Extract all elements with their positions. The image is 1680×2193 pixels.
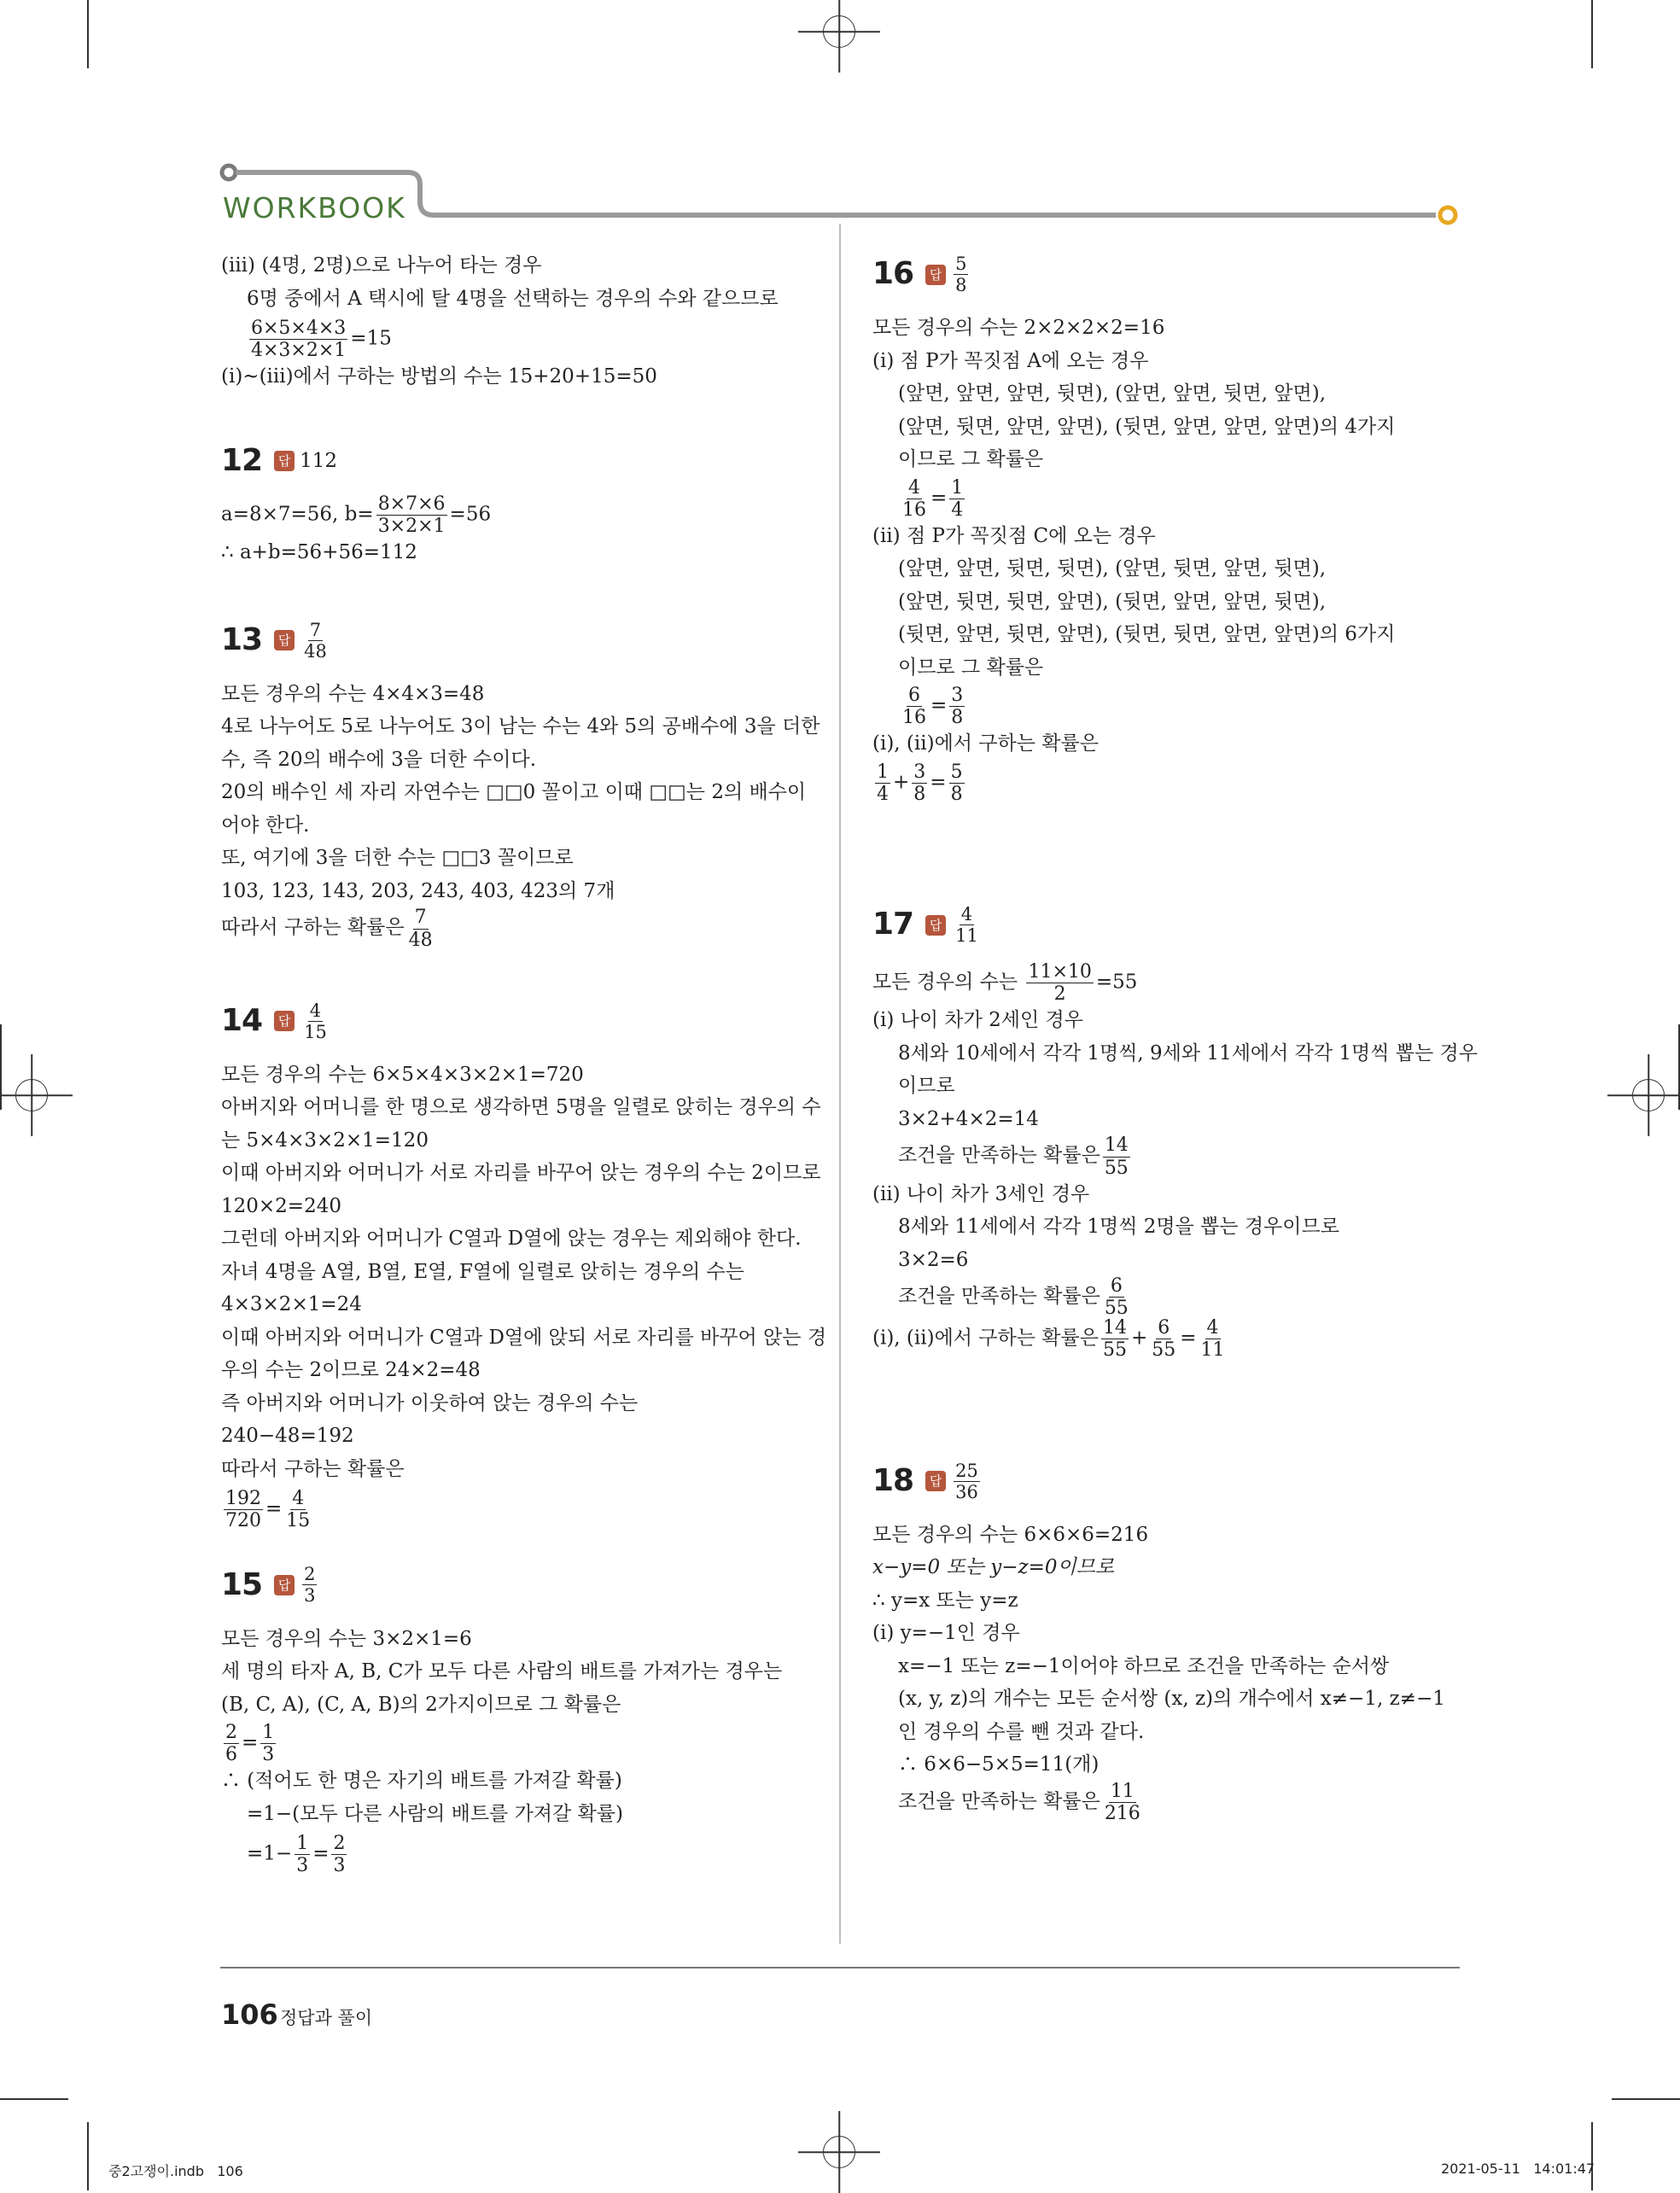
problem-13-line: 어야 한다.: [221, 814, 310, 837]
page-number: 106: [221, 1998, 278, 2031]
problem-13-line: 모든 경우의 수는 4×4×3=48: [221, 682, 485, 705]
problem-15-line: ∴ (적어도 한 명은 자기의 배트를 가져갈 확률): [221, 1770, 622, 1793]
problem-11-formula: $\frac{6\times 5\times 4\times 3}{4\times 3\times 2\times 1}$ =15: [251, 318, 392, 362]
problem-11-line: 6명 중에서 A 택시에 탈 4명을 선택하는 경우의 수와 같으므로: [247, 287, 779, 310]
answer-icon: 답: [925, 915, 946, 936]
problem-17-header: [872, 905, 1470, 945]
problem-15-formula: $\frac{2}{6}$ = $\frac{1}{3}$: [225, 1722, 275, 1766]
problem-14-line: 따라서 구하는 확률은: [221, 1457, 405, 1480]
answer-fraction: $\frac{4}{11}$: [955, 904, 978, 947]
problem-14-line: 는 5×4×3×2×1=120: [221, 1129, 429, 1152]
answer-fraction: $\frac{7}{48}$: [304, 619, 327, 662]
problem-number: 13: [221, 622, 263, 658]
problem-16-line: (뒷면, 앞면, 뒷면, 앞면), (뒷면, 뒷면, 앞면, 앞면)의 6가지: [898, 623, 1396, 646]
crop-mark: [87, 2122, 89, 2190]
problem-16-line: (앞면, 뒷면, 뒷면, 앞면), (뒷면, 앞면, 앞면, 뒷면),: [898, 590, 1327, 613]
problem-18-line: ∴ y=x 또는 y=z: [872, 1589, 1018, 1612]
problem-13-header: [221, 621, 819, 661]
problem-15-formula: =1− $\frac{1}{3}$ = $\frac{2}{3}$: [247, 1833, 346, 1877]
problem-18-line: (x, y, z)의 개수는 모든 순서쌍 (x, z)의 개수에서 x≠−1, z≠−1: [898, 1688, 1445, 1711]
answer-icon: 답: [274, 451, 295, 471]
problem-13-conclusion: 따라서 구하는 확률은 $\frac{7}{48}$: [221, 907, 433, 951]
answer-fraction: $\frac{2}{3}$: [304, 1564, 316, 1607]
problem-18-line: (i) y=−1인 경우: [872, 1622, 1020, 1645]
problem-14-line: 자녀 4명을 A열, B열, E열, F열에 일렬로 앉히는 경우의 수는: [221, 1260, 744, 1283]
crop-mark: [1612, 2098, 1680, 2100]
problem-number: 14: [221, 1002, 263, 1038]
problem-15-line: =1−(모두 다른 사람의 배트를 가져갈 확률): [247, 1802, 623, 1825]
problem-11-line: (i)~(iii)에서 구하는 방법의 수는 15+20+15=50: [221, 365, 657, 388]
problem-14-line: 우의 수는 2이므로 24×2=48: [221, 1359, 481, 1382]
registration-mark-icon: [15, 1079, 48, 1111]
problem-16-line: (앞면, 앞면, 앞면, 뒷면), (앞면, 앞면, 뒷면, 앞면),: [898, 382, 1327, 405]
problem-16-line: 이므로 그 확률은: [898, 448, 1044, 471]
problem-14-line: 4×3×2×1=24: [221, 1293, 362, 1316]
answer-fraction: $\frac{4}{15}$: [304, 1000, 327, 1042]
problem-16-line: (i), (ii)에서 구하는 확률은: [872, 732, 1099, 755]
answer-icon: 답: [925, 1471, 946, 1491]
problem-16-formula: $\frac{1}{4}$ + $\frac{3}{8}$ = $\frac{5}{8}$: [877, 761, 963, 806]
problem-17-line: 3×2=6: [898, 1248, 969, 1271]
problem-17-formula: (i), (ii)에서 구하는 확률은 $\frac{14}{55}$ + $\frac{6}{55}$ = $\frac{4}{11}$: [872, 1317, 1225, 1362]
problem-18-line: 모든 경우의 수는 6×6×6=216: [872, 1523, 1149, 1546]
problem-14-line: 즉 아버지와 어머니가 이웃하여 앉는 경우의 수는: [221, 1391, 639, 1414]
problem-16-line: (앞면, 앞면, 뒷면, 뒷면), (앞면, 뒷면, 앞면, 뒷면),: [898, 557, 1327, 580]
problem-16-header: [872, 254, 1470, 295]
fraction: $\frac{6\times 5\times 4\times 3}{4\times 3\times 2\times 1}$: [251, 318, 347, 362]
column-divider: [839, 224, 841, 1944]
problem-17-line: 3×2+4×2=14: [898, 1107, 1039, 1130]
answer-value: 112: [300, 449, 338, 472]
crop-mark: [1591, 0, 1593, 68]
problem-number: 15: [221, 1566, 263, 1602]
crop-mark: [1678, 1024, 1680, 1110]
problem-number: 16: [872, 256, 914, 292]
answer-icon: 답: [274, 630, 295, 650]
problem-14-line: 아버지와 어머니를 한 명으로 생각하면 5명을 일렬로 앉히는 경우의 수: [221, 1096, 821, 1119]
crop-mark: [1591, 2122, 1593, 2190]
problem-13-line: 또, 여기에 3을 더한 수는 □□3 꼴이므로: [221, 847, 574, 870]
problem-number: 12: [221, 442, 263, 478]
problem-14-line: 모든 경우의 수는 6×5×4×3×2×1=720: [221, 1063, 584, 1086]
problem-18-line: 인 경우의 수를 뺀 것과 같다.: [898, 1720, 1145, 1743]
problem-14-line: 이때 아버지와 어머니가 서로 자리를 바꾸어 앉는 경우의 수는 2이므로: [221, 1162, 821, 1185]
problem-16-formula: $\frac{4}{16}$ = $\frac{1}{4}$: [902, 476, 964, 521]
problem-12-header: [221, 442, 819, 478]
problem-14-line: 120×2=240: [221, 1194, 341, 1217]
problem-14-line: 그런데 아버지와 어머니가 C열과 D열에 앉는 경우는 제외해야 한다.: [221, 1228, 802, 1251]
problem-17-formula: 모든 경우의 수는 $\frac{11\times 10}{2}$ =55: [872, 961, 1138, 1006]
problem-18-line: x=−1 또는 z=−1이어야 하므로 조건을 만족하는 순서쌍: [898, 1654, 1390, 1677]
answer-icon: 답: [274, 1575, 295, 1595]
problem-17-line: (i) 나이 차가 2세인 경우: [872, 1009, 1083, 1032]
problem-15-line: 세 명의 타자 A, B, C가 모두 다른 사람의 배트를 가져가는 경우는: [221, 1660, 783, 1683]
registration-mark-icon: [1632, 1079, 1665, 1111]
problem-16-formula: $\frac{6}{16}$ = $\frac{3}{8}$: [902, 685, 964, 729]
problem-15-line: (B, C, A), (C, A, B)의 2가지이므로 그 확률은: [221, 1693, 621, 1716]
problem-15-line: 모든 경우의 수는 3×2×1=6: [221, 1627, 472, 1650]
crop-mark: [0, 1024, 2, 1110]
problem-15-header: [221, 1565, 819, 1605]
answer-icon: 답: [925, 265, 946, 285]
problem-18-line: ∴ 6×6−5×5=11(개): [898, 1753, 1100, 1776]
problem-17-formula: 조건을 만족하는 확률은 $\frac{6}{55}$: [898, 1275, 1129, 1320]
problem-13-line: 수, 즉 20의 배수에 3을 더한 수이다.: [221, 748, 537, 771]
problem-16-line: (앞면, 뒷면, 앞면, 앞면), (뒷면, 앞면, 앞면, 앞면)의 4가지: [898, 415, 1396, 438]
crop-mark: [87, 0, 89, 68]
problem-13-line: 20의 배수인 세 자리 자연수는 □□0 꼴이고 이때 □□는 2의 배수이: [221, 781, 807, 804]
problem-14-line: 240−48=192: [221, 1425, 354, 1448]
problem-18-header: [872, 1461, 1470, 1502]
crop-mark: [0, 2098, 68, 2100]
problem-17-line: 이므로: [898, 1075, 955, 1098]
answer-icon: 답: [274, 1011, 295, 1031]
problem-18-formula: 조건을 만족하는 확률은 $\frac{11}{216}$: [898, 1780, 1140, 1824]
problem-number: 18: [872, 1462, 914, 1498]
problem-12-formula: a=8×7=56, b= $\frac{8\times 7\times 6}{3\times 2\times 1}$ =56: [221, 493, 492, 538]
problem-13-line: 4로 나누어도 5로 나누어도 3이 남는 수는 4와 5의 공배수에 3을 더한: [221, 715, 820, 738]
problem-17-formula: 조건을 만족하는 확률은 $\frac{14}{55}$: [898, 1134, 1129, 1179]
problem-16-line: (ii) 점 P가 꼭짓점 C에 오는 경우: [872, 524, 1156, 547]
answer-fraction: $\frac{25}{36}$: [955, 1460, 978, 1502]
problem-number: 17: [872, 907, 914, 942]
right-column: [872, 254, 1478, 1824]
problem-16-line: 모든 경우의 수는 2×2×2×2=16: [872, 317, 1165, 340]
registration-mark-icon: [823, 15, 855, 48]
problem-11-line: (iii) (4명, 2명)으로 나누어 타는 경우: [221, 254, 542, 277]
footer-label: 정답과 풀이: [280, 2008, 373, 2028]
registration-mark-icon: [823, 2136, 855, 2168]
problem-17-line: 8세와 10세에서 각각 1명씩, 9세와 11세에서 각각 1명씩 뽑는 경우: [898, 1041, 1478, 1064]
print-timestamp: 2021-05-11 14:01:47: [1441, 2161, 1595, 2177]
problem-16-line: (i) 점 P가 꼭짓점 A에 오는 경우: [872, 349, 1149, 372]
file-name: 중2고쟁이.indb 106: [108, 2163, 243, 2179]
problem-17-line: 8세와 11세에서 각각 1명씩 2명을 뽑는 경우이므로: [898, 1216, 1339, 1239]
left-column: [221, 249, 827, 1877]
footer-rule: [220, 1967, 1460, 1968]
workbook-title: WORKBOOK: [223, 191, 406, 225]
problem-14-line: 이때 아버지와 어머니가 C열과 D열에 앉되 서로 자리를 바꾸어 앉는 경: [221, 1326, 827, 1349]
problem-16-line: 이므로 그 확률은: [898, 656, 1044, 679]
problem-17-line: (ii) 나이 차가 3세인 경우: [872, 1182, 1090, 1205]
problem-14-formula: $\frac{192}{720}$ = $\frac{4}{15}$: [225, 1488, 311, 1532]
answer-fraction: $\frac{5}{8}$: [955, 254, 967, 296]
problem-13-line: 103, 123, 143, 203, 243, 403, 423의 7개: [221, 879, 615, 902]
problem-14-header: [221, 1001, 819, 1041]
problem-12-line: ∴ a+b=56+56=112: [221, 541, 417, 564]
problem-18-line: x−y=0 또는 y−z=0이므로: [872, 1556, 1115, 1579]
